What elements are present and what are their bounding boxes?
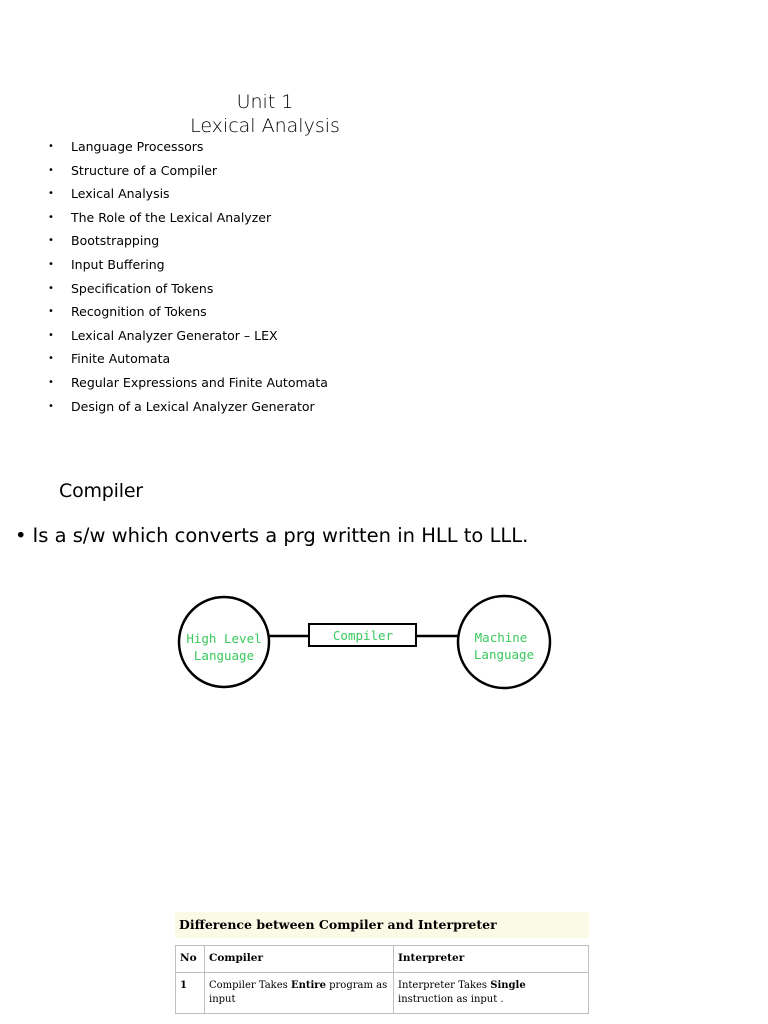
bullet-icon: • bbox=[48, 188, 54, 200]
cell-compiler bbox=[205, 973, 394, 1014]
high-level-label-line2: Language bbox=[193, 648, 255, 663]
header-no: No bbox=[176, 946, 205, 973]
bullet-icon: • bbox=[48, 329, 54, 341]
topic-label: Regular Expressions and Finite Automata bbox=[71, 374, 328, 390]
unit-title: Unit 1 bbox=[236, 91, 294, 113]
bullet-icon: • bbox=[15, 524, 27, 547]
topic-label: Structure of a Compiler bbox=[71, 162, 218, 178]
cell-text: program as input bbox=[209, 980, 388, 1005]
compiler-diagram bbox=[170, 585, 560, 700]
topic-item bbox=[48, 395, 328, 419]
bullet-icon: • bbox=[48, 235, 54, 247]
topic-item bbox=[48, 300, 328, 324]
topic-label: Recognition of Tokens bbox=[71, 304, 207, 320]
topic-label: Bootstrapping bbox=[71, 233, 160, 249]
topic-item bbox=[48, 229, 328, 253]
definition-text: Is a s/w which converts a prg written in HLL to LLL. bbox=[32, 524, 529, 547]
topic-item bbox=[48, 159, 328, 183]
cell-interpreter bbox=[394, 973, 589, 1014]
comparison-table bbox=[175, 945, 589, 1014]
cell-text: Interpreter Takes bbox=[398, 980, 491, 991]
bullet-icon: • bbox=[48, 141, 54, 152]
bullet-icon: • bbox=[48, 376, 54, 388]
table-caption: Difference between Compiler and Interpreter bbox=[175, 912, 589, 938]
high-level-label-line1: High Level bbox=[186, 631, 262, 646]
cell-no: 1 bbox=[176, 973, 205, 1014]
topic-label: Lexical Analyzer Generator – LEX bbox=[71, 327, 278, 343]
compiler-box-label: Compiler bbox=[332, 628, 394, 643]
bullet-icon: • bbox=[48, 282, 54, 294]
table-row bbox=[176, 973, 589, 1014]
comparison-table-section bbox=[175, 912, 589, 1014]
topic-label: The Role of the Lexical Analyzer bbox=[71, 209, 272, 225]
cell-text: Compiler Takes bbox=[209, 980, 291, 991]
compiler-definition bbox=[15, 524, 528, 547]
table-header-row bbox=[176, 946, 589, 973]
topic-item bbox=[48, 135, 328, 159]
bullet-icon: • bbox=[48, 400, 54, 412]
topic-label: Specification of Tokens bbox=[71, 280, 214, 296]
topic-label: Input Buffering bbox=[71, 256, 165, 272]
machine-label-line2: Language bbox=[473, 647, 535, 662]
topic-label: Lexical Analysis bbox=[71, 186, 170, 202]
lesson-title: Lexical Analysis bbox=[190, 115, 340, 137]
bullet-icon: • bbox=[48, 164, 54, 176]
topic-label: Language Processors bbox=[71, 139, 204, 154]
bullet-icon: • bbox=[48, 306, 54, 318]
topic-item bbox=[48, 182, 328, 206]
cell-emphasis: Single bbox=[490, 980, 526, 991]
header-interpreter: Interpreter bbox=[394, 946, 589, 973]
compiler-heading: Compiler bbox=[59, 480, 143, 502]
bullet-icon: • bbox=[48, 211, 54, 223]
topics-list bbox=[48, 135, 328, 418]
machine-label-line1: Machine bbox=[474, 630, 528, 645]
topic-item bbox=[48, 324, 328, 348]
slide-title bbox=[132, 90, 398, 138]
bullet-icon: • bbox=[48, 258, 54, 270]
topic-item bbox=[48, 347, 328, 371]
header-compiler: Compiler bbox=[205, 946, 394, 973]
topic-label: Design of a Lexical Analyzer Generator bbox=[71, 398, 315, 414]
topic-item bbox=[48, 253, 328, 277]
bullet-icon: • bbox=[48, 353, 54, 365]
topic-item bbox=[48, 206, 328, 230]
topic-item bbox=[48, 371, 328, 395]
cell-emphasis: Entire bbox=[290, 980, 326, 991]
topic-label: Finite Automata bbox=[71, 351, 171, 367]
topic-item bbox=[48, 277, 328, 301]
cell-text: instruction as input . bbox=[398, 994, 504, 1005]
